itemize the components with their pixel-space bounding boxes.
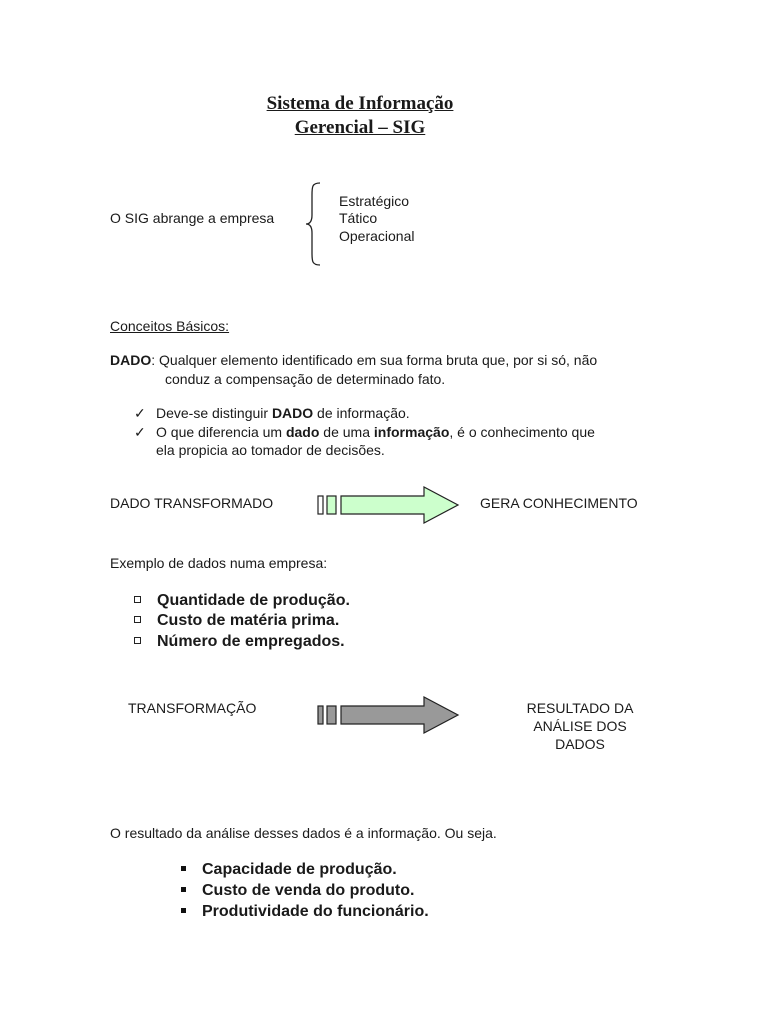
check-item-2: ✓ O que diferencia um dado de uma informação, é o conhecimento que — [134, 424, 595, 440]
result-item: Custo de venda do produto. — [181, 881, 414, 901]
dado-term: DADO — [110, 352, 152, 368]
concepts-heading: Conceitos Básicos: — [110, 318, 230, 334]
square-bullet-icon — [134, 616, 141, 623]
curly-brace-icon — [304, 181, 324, 267]
flow1-left-label: DADO TRANSFORMADO — [110, 495, 274, 511]
square-bullet-icon — [181, 866, 186, 871]
example-item: Número de empregados. — [134, 632, 345, 652]
square-bullet-icon — [181, 887, 186, 892]
square-bullet-icon — [181, 908, 186, 913]
sig-level-strategic: Estratégico — [339, 193, 410, 209]
flow2-left-label: TRANSFORMAÇÃO — [128, 700, 257, 716]
examples-intro: Exemplo de dados numa empresa: — [110, 555, 328, 571]
square-bullet-icon — [134, 637, 141, 644]
sig-level-tactical: Tático — [339, 210, 378, 226]
dado-definition-line-2: conduz a compensação de determinado fato. — [165, 371, 446, 387]
flow2-right-label: RESULTADO DA ANÁLISE DOS DADOS — [526, 700, 634, 752]
result-item: Capacidade de produção. — [181, 860, 397, 880]
example-item: Quantidade de produção. — [134, 591, 350, 611]
flow1-right-label: GERA CONHECIMENTO — [480, 495, 638, 511]
flow1-arrow-icon — [316, 485, 462, 525]
check-icon: ✓ — [134, 405, 146, 421]
check-item-1: ✓ Deve-se distinguir DADO de informação. — [134, 405, 410, 421]
flow2-arrow-icon — [316, 695, 462, 735]
check-icon: ✓ — [134, 424, 146, 440]
example-item: Custo de matéria prima. — [134, 611, 339, 631]
sig-lead-text: O SIG abrange a empresa — [110, 210, 275, 226]
result-item: Produtividade do funcionário. — [181, 902, 429, 922]
check-item-2-line-2: ela propicia ao tomador de decisões. — [156, 442, 385, 458]
title-line-1: Sistema de Informação — [266, 93, 454, 114]
result-intro: O resultado da análise desses dados é a informação. Ou seja. — [110, 825, 497, 841]
dado-definition-line-1: : Qualquer elemento identificado em sua forma bruta que, por si só, não — [151, 352, 598, 368]
sig-level-operational: Operacional — [339, 228, 415, 244]
title-line-2: Gerencial – SIG — [294, 117, 426, 138]
page-title — [0, 92, 720, 140]
dado-definition — [110, 351, 597, 369]
square-bullet-icon — [134, 596, 141, 603]
